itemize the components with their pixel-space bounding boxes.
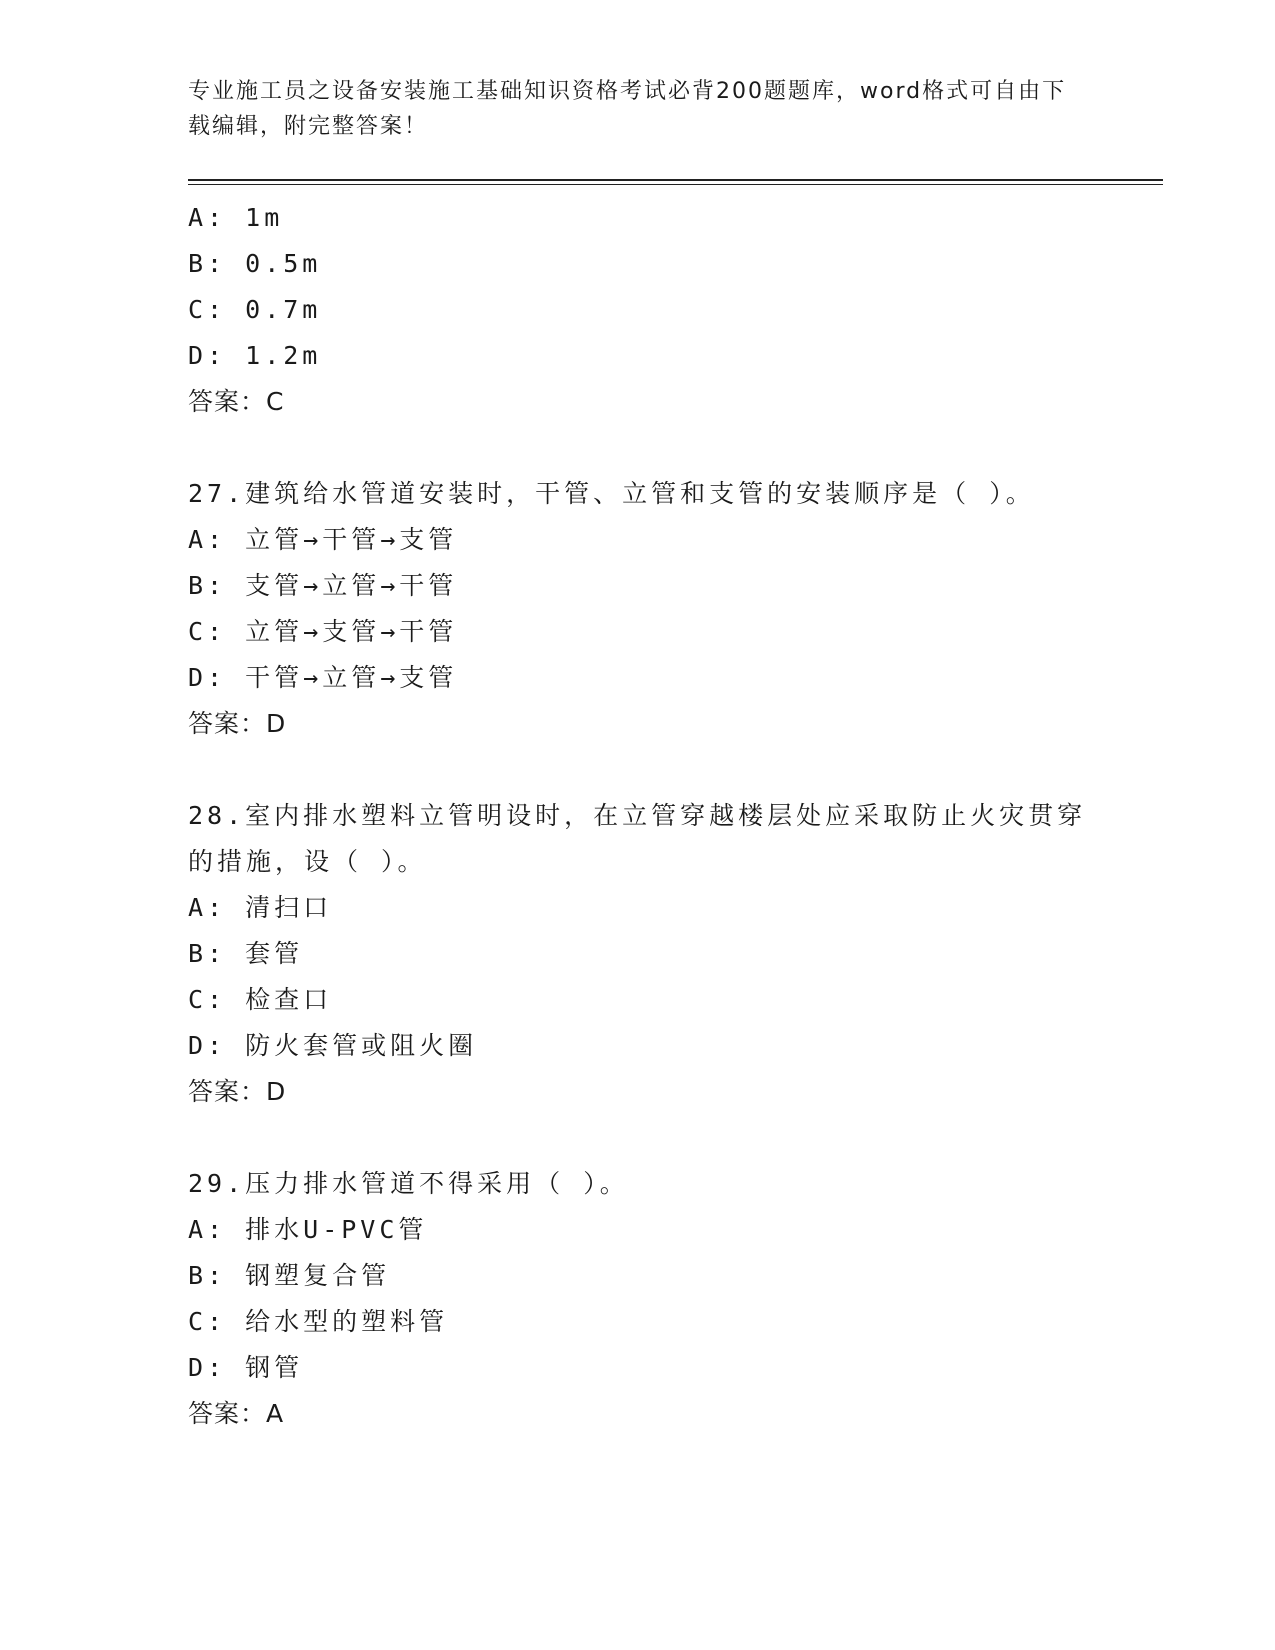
question-29-option-b: B: 钢塑复合管 bbox=[188, 1261, 391, 1290]
question-29-block bbox=[188, 1161, 1088, 1437]
question-29-answer: 答案：A bbox=[188, 1399, 285, 1428]
question-28-option-c: C: 检查口 bbox=[188, 985, 333, 1014]
question-27-option-c: C: 立管→支管→干管 bbox=[188, 617, 458, 646]
page-header-title: 专业施工员之设备安装施工基础知识资格考试必背200题题库，word格式可自由下载编辑，附完整答案！ bbox=[188, 79, 1067, 139]
question-26-option-a: A: 1m bbox=[188, 203, 284, 232]
question-26-option-d: D: 1.2m bbox=[188, 341, 322, 370]
question-29-option-a: A: 排水U-PVC管 bbox=[188, 1215, 428, 1244]
question-26-block bbox=[188, 195, 1088, 425]
question-29-option-d: D: 钢管 bbox=[188, 1353, 304, 1382]
question-list bbox=[188, 195, 1088, 1437]
question-28-answer: 答案：D bbox=[188, 1077, 287, 1106]
question-gap bbox=[188, 747, 1088, 793]
question-26-option-c: C: 0.7m bbox=[188, 295, 322, 324]
question-28-block bbox=[188, 793, 1088, 1115]
question-28-option-d: D: 防火套管或阻火圈 bbox=[188, 1031, 478, 1060]
question-27-block bbox=[188, 471, 1088, 747]
question-26-option-b: B: 0.5m bbox=[188, 249, 322, 278]
question-27-answer: 答案：D bbox=[188, 709, 287, 738]
question-gap bbox=[188, 1115, 1088, 1161]
question-28-option-a: A: 清扫口 bbox=[188, 893, 333, 922]
question-26-answer: 答案：C bbox=[188, 387, 285, 416]
question-28-stem: 28.室内排水塑料立管明设时，在立管穿越楼层处应采取防止火灾贯穿的措施，设（ ）。 bbox=[188, 801, 1087, 876]
question-29-option-c: C: 给水型的塑料管 bbox=[188, 1307, 449, 1336]
question-gap bbox=[188, 425, 1088, 471]
question-27-stem: 27.建筑给水管道安装时，干管、立管和支管的安装顺序是（ ）。 bbox=[188, 479, 1035, 508]
question-27-option-b: B: 支管→立管→干管 bbox=[188, 571, 458, 600]
question-27-option-d: D: 干管→立管→支管 bbox=[188, 663, 458, 692]
question-27-option-a: A: 立管→干管→支管 bbox=[188, 525, 458, 554]
header-divider-thick bbox=[188, 179, 1163, 181]
header-divider-thin bbox=[188, 184, 1163, 185]
question-29-stem: 29.压力排水管道不得采用（ ）。 bbox=[188, 1169, 629, 1198]
question-28-option-b: B: 套管 bbox=[188, 939, 304, 968]
